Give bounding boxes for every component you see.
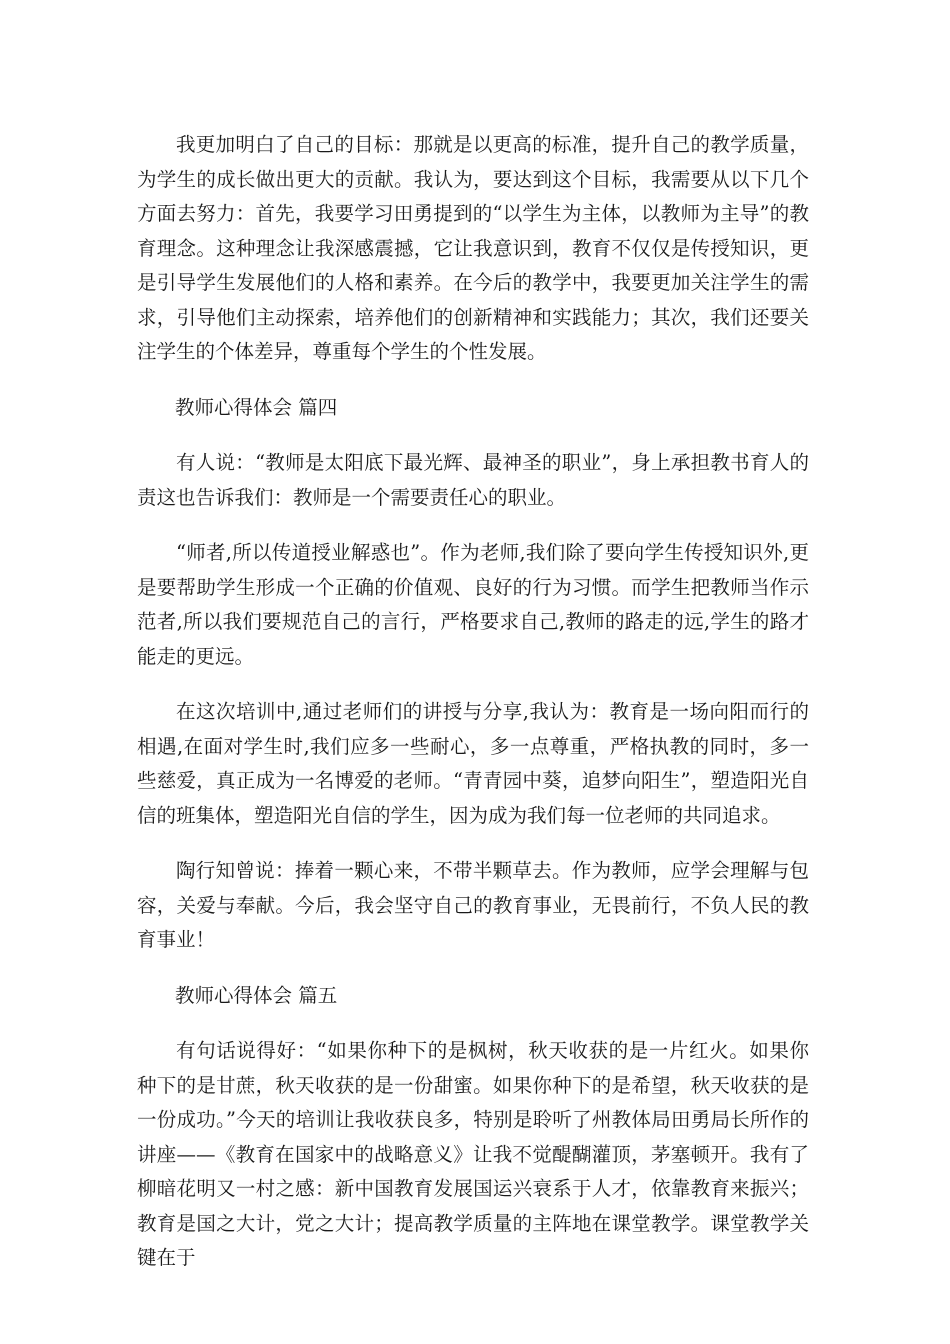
paragraph-training: 在这次培训中,通过老师们的讲授与分享,我认为：教育是一场向阳而行的相遇,在面对学生时,我们应多一些耐心，多一点尊重，严格执教的同时，多一些慈爱，真正成为一名博爱的老师。“青青园中葵，追梦向阳生”，塑造阳光自信的班集体，塑造阳光自信的学生，因为成为我们每一位老师的共同追求。	[137, 700, 809, 827]
document-body	[137, 128, 809, 1297]
section-heading-part-four: 教师心得体会 篇四	[175, 395, 338, 419]
paragraph-tao-xingzhi: 陶行知曾说：捧着一颗心来，不带半颗草去。作为教师，应学会理解与包容，关爱与奉献。今后，我会坚守自己的教育事业，无畏前行，不负人民的教育事业！	[137, 859, 809, 951]
paragraph-teacher-sun: 有人说：“教师是太阳底下最光辉、最神圣的职业”，身上承担教书育人的责这也告诉我们：教师是一个需要责任心的职业。	[137, 451, 809, 509]
paragraph-shizhe: “师者,所以传道授业解惑也”。作为老师,我们除了要向学生传授知识外,更是要帮助学生形成一个正确的价值观、良好的行为习惯。而学生把教师当作示范者,所以我们要规范自己的言行，严格要求自己,教师的路走的远,学生的路才能走的更远。	[137, 541, 809, 668]
section-heading-part-five: 教师心得体会 篇五	[175, 983, 338, 1007]
paragraph-goal: 我更加明白了自己的目标：那就是以更高的标准，提升自己的教学质量，为学生的成长做出更大的贡献。我认为，要达到这个目标，我需要从以下几个方面去努力：首先，我要学习田勇提到的“以学生为主体，以教师为主导”的教育理念。这种理念让我深感震撼，它让我意识到，教育不仅仅是传授知识，更是引导学生发展他们的人格和素养。在今后的教学中，我要更加关注学生的需求，引导他们主动探索，培养他们的创新精神和实践能力；其次，我们还要关注学生的个体差异，尊重每个学生的个性发展。	[137, 133, 809, 363]
paragraph-saying: 有句话说得好：“如果你种下的是枫树，秋天收获的是一片红火。如果你种下的是甘蔗，秋天收获的是一份甜蜜。如果你种下的是希望，秋天收获的是一份成功。”今天的培训让我收获良多，特别是聆听了州教体局田勇局长所作的讲座——《教育在国家中的战略意义》让我不觉醍醐灌顶，茅塞顿开。我有了柳暗花明又一村之感：新中国教育发展国运兴衰系于人才，依靠教育来振兴；教育是国之大计，党之大计；提高教学质量的主阵地在课堂教学。课堂教学关键在于	[137, 1039, 809, 1269]
